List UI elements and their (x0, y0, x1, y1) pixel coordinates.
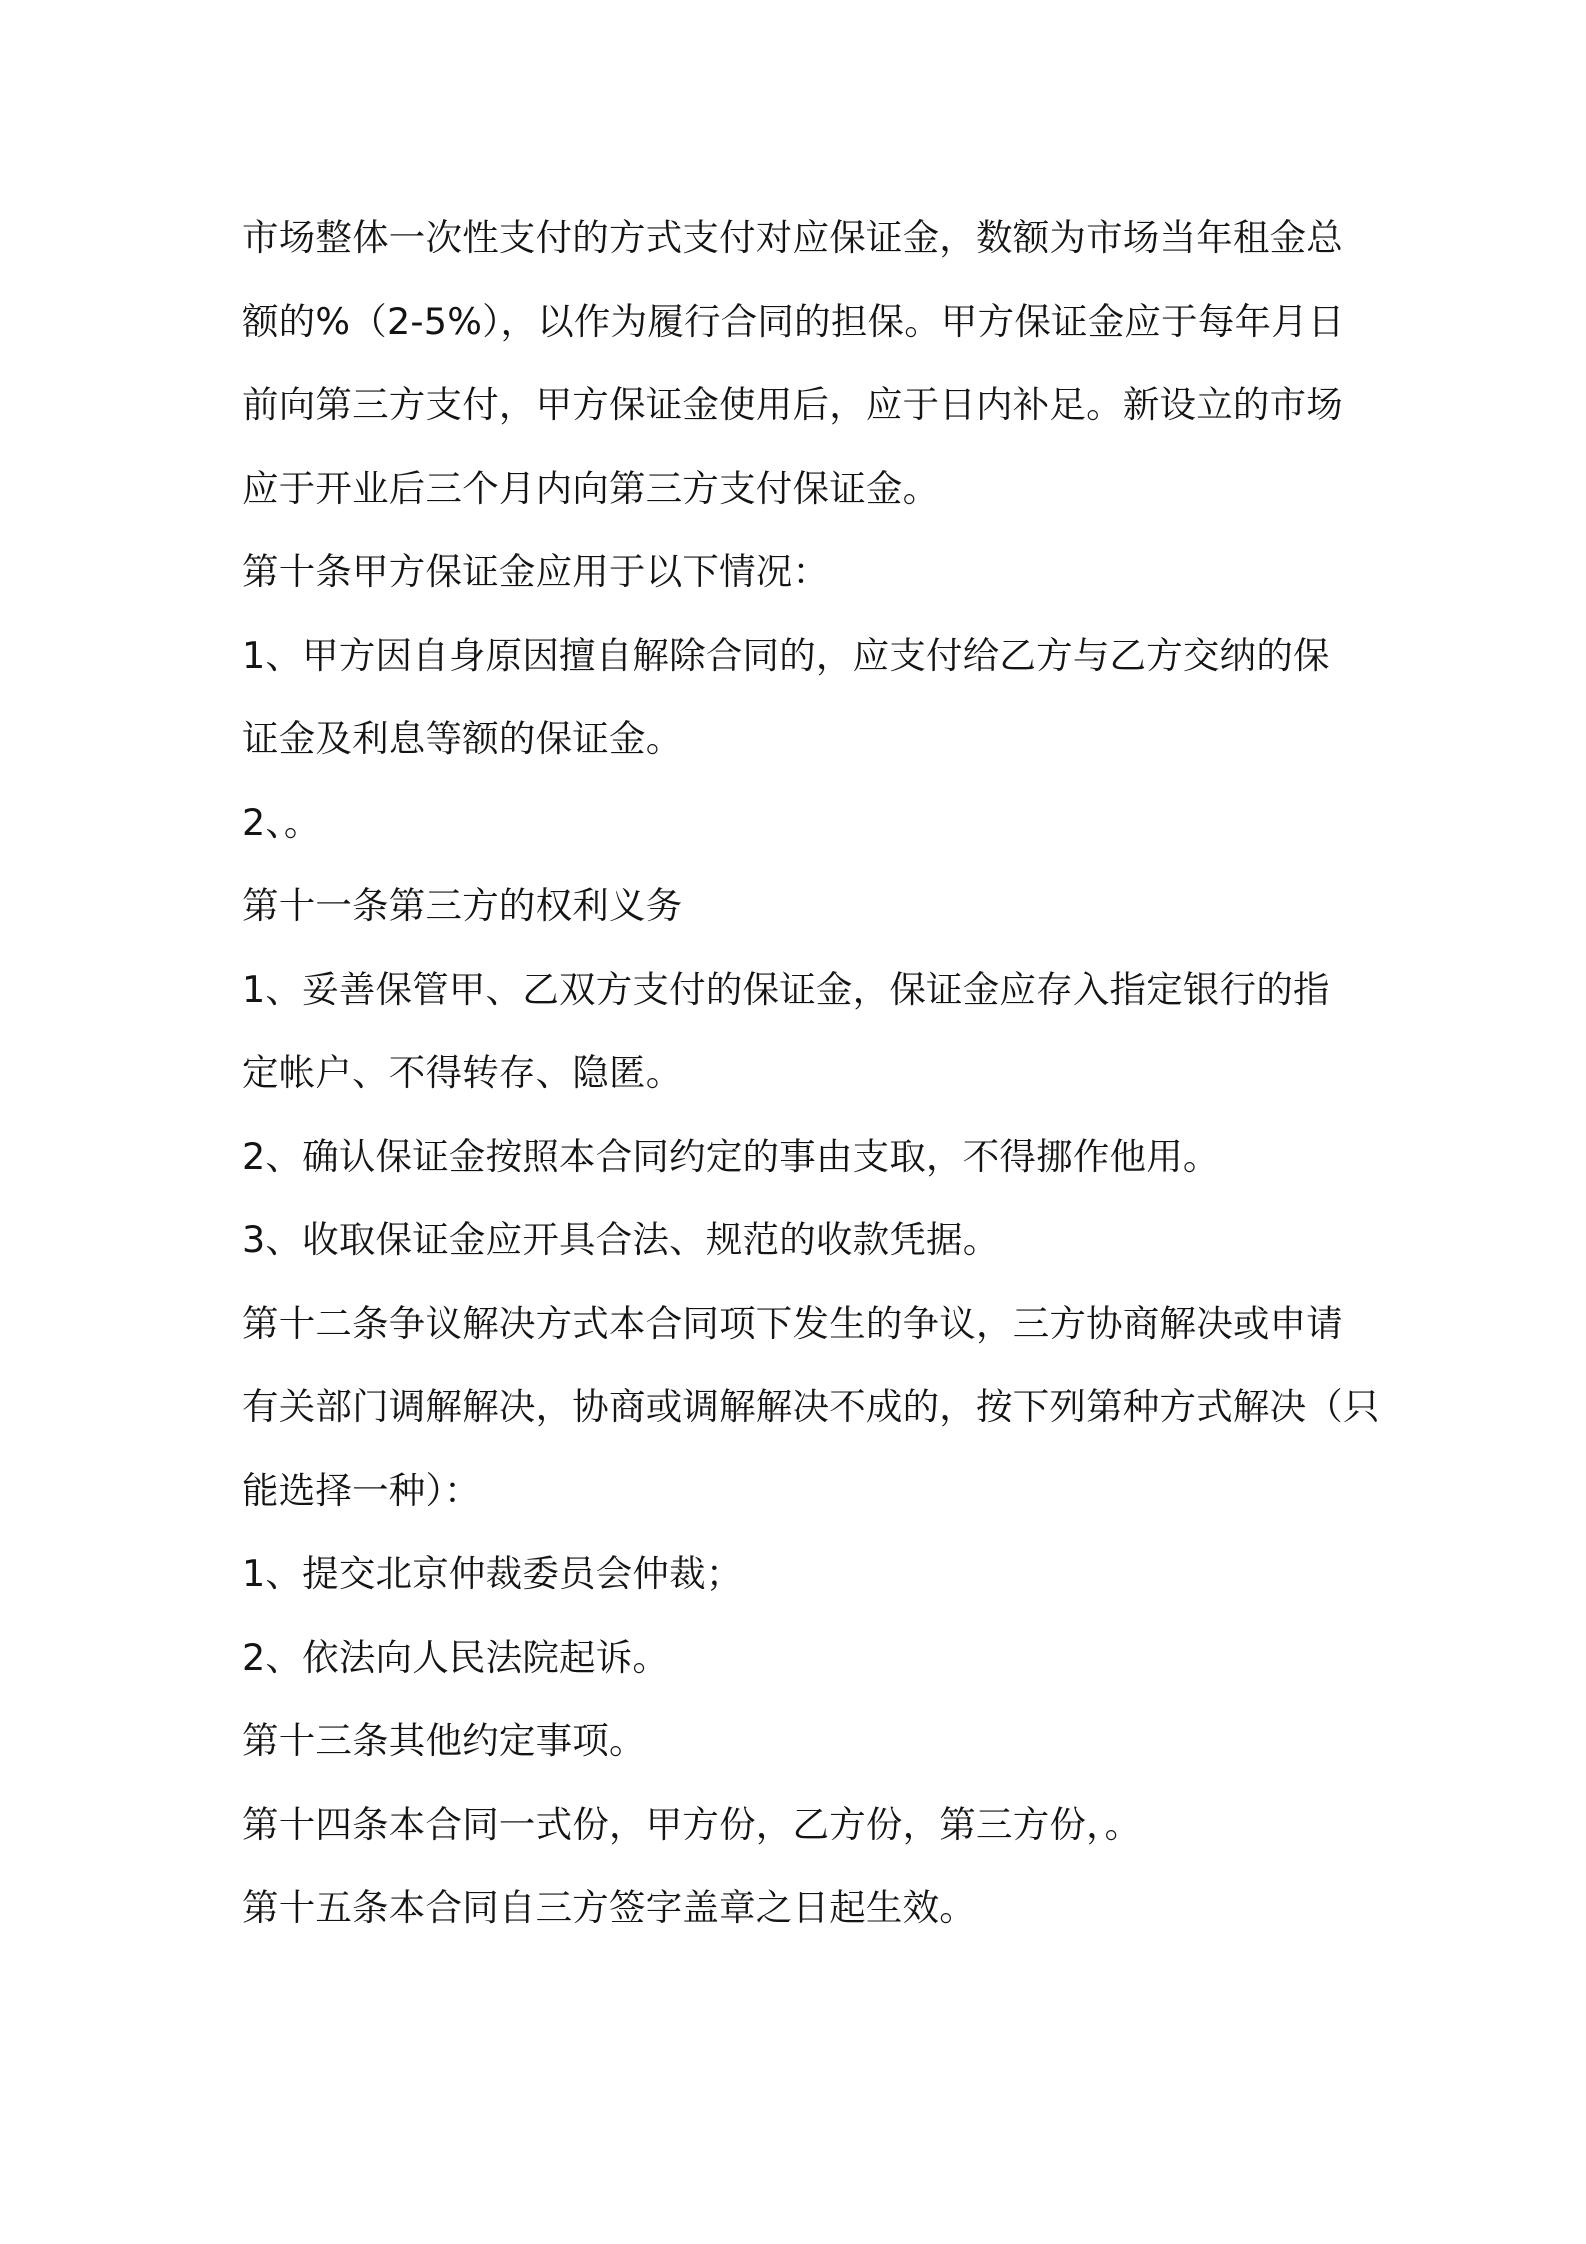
list-item: 2、。 (242, 800, 321, 844)
text-line: 应于开业后三个月内向第三方支付保证金。 (242, 466, 940, 510)
list-item: 2、依法向人民法院起诉。 (242, 1635, 670, 1679)
article-heading: 第十三条其他约定事项。 (242, 1719, 646, 1762)
text-line: 证金及利息等额的保证金。 (242, 717, 683, 760)
list-item: 1、妥善保管甲、乙双方支付的保证金，保证金应存入指定银行的指 (242, 967, 1330, 1011)
article-heading: 第十五条本合同自三方签字盖章之日起生效。 (242, 1886, 976, 1929)
list-item: 3、收取保证金应开具合法、规范的收款凭据。 (242, 1218, 1000, 1261)
text-line: 市场整体一次性支付的方式支付对应保证金，数额为市场当年租金总 (242, 216, 1343, 259)
list-item: 2、确认保证金按照本合同约定的事由支取，不得挪作他用。 (242, 1134, 1220, 1178)
text-line: 有关部门调解解决，协商或调解解决不成的，按下列第种方式解决（只 (242, 1385, 1380, 1428)
text-line: 前向第三方支付，甲方保证金使用后，应于日内补足。新设立的市场 (242, 383, 1343, 426)
article-heading: 第十一条第三方的权利义务 (242, 884, 683, 927)
list-item: 1、甲方因自身原因擅自解除合同的，应支付给乙方与乙方交纳的保 (242, 633, 1330, 677)
text-line: 额的%（2-5%），以作为履行合同的担保。甲方保证金应于每年月日 (242, 299, 1345, 343)
text-line: 定帐户、不得转存、隐匿。 (242, 1051, 683, 1094)
article-heading: 第十二条争议解决方式本合同项下发生的争议，三方协商解决或申请 (242, 1301, 1343, 1345)
article-heading: 第十条甲方保证金应用于以下情况： (242, 550, 830, 593)
article-heading: 第十四条本合同一式份，甲方份，乙方份，第三方份，。 (242, 1802, 1142, 1846)
list-item: 1、提交北京仲裁委员会仲裁； (242, 1552, 743, 1595)
document-body (242, 196, 1380, 1950)
text-line: 能选择一种）： (242, 1468, 481, 1512)
